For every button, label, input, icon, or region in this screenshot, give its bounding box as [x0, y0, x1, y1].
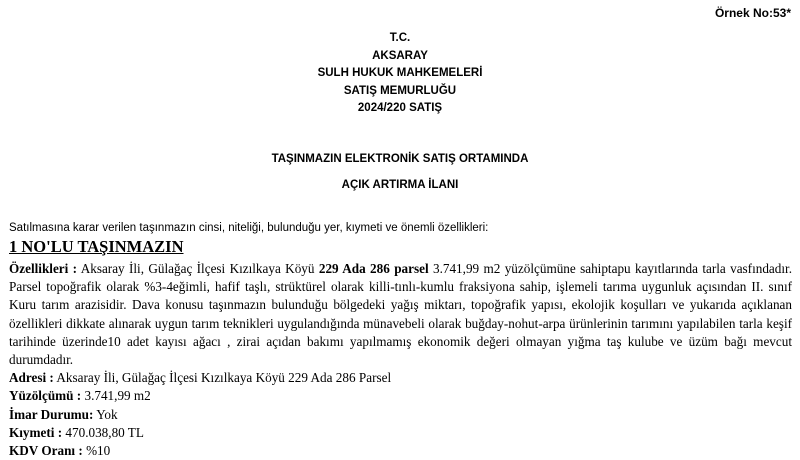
section-title: 1 NO'LU TAŞINMAZIN — [9, 237, 184, 256]
field-label: KDV Oranı : — [9, 443, 83, 459]
header-line-office: SATIŞ MEMURLUĞU — [343, 84, 457, 97]
features-label: Özellikleri : — [9, 261, 78, 276]
field-value: Yok — [93, 406, 118, 422]
intro-text: Satılmasına karar verilen taşınmazın cinsi, niteliği, bulunduğu yer, kıymeti ve önemli özellikleri: — [9, 222, 489, 234]
field-value: 470.038,80 TL — [62, 424, 144, 440]
field-zoning — [9, 406, 792, 424]
features-text-2: 3.741,99 m2 yüzölçümüne sahiptapu kayıtlarında tarla vasfındadır. Parsel topoğrafik olarak %3-4eğimli, hafif taşlı, strüktürel olarak killi-tınlı-kumlu fraksiyona sahip, işlemeli tarıma uygunluk açısından II. sınıf Kuru tarım arazisidir. Dava konusu taşınmazın bulunduğu bölgedeki yağış miktarı, topoğrafik yapısı, ekolojik koşulları ve yukarıda açıklanan özellikleri dikkate alınarak uygun tarım teknikleri uygulandığında münavebeli olarak buğday-nohut-arpa ürünlerinin tarımını yapılabilen tarla keşif tarihinde üzerinde10 adet kayısı ağacı , zirai açıdan bakımı yapılmamış ekonomik değeri olmayan yığma taş kulube ve üzüm bağı mevcut durumdadır. — [9, 261, 792, 368]
field-label: Kıymeti : — [9, 424, 63, 440]
announcement-subtitle: AÇIK ARTIRMA İLANI — [341, 179, 459, 191]
features-text-1: Aksaray İli, Gülağaç İlçesi Kızılkaya Köyü — [77, 261, 319, 276]
court-header — [0, 30, 800, 118]
header-line-state: T.C. — [389, 32, 411, 44]
field-value-amount — [9, 424, 792, 442]
field-value: 3.741,99 m2 — [81, 388, 151, 404]
header-line-city: AKSARAY — [372, 49, 428, 62]
features-paragraph — [9, 260, 792, 369]
field-value: %10 — [82, 443, 111, 459]
announcement-title: TAŞINMAZIN ELEKTRONİK SATIŞ ORTAMINDA — [271, 153, 529, 165]
sample-number: Örnek No:53* — [714, 6, 791, 20]
features-parcel: 229 Ada 286 parsel — [318, 261, 429, 276]
field-label: Yüzölçümü : — [9, 388, 82, 404]
field-value: Aksaray İli, Gülağaç İlçesi Kızılkaya Köyü 229 Ada 286 Parsel — [53, 370, 392, 386]
field-vat-rate — [9, 442, 792, 460]
field-label: İmar Durumu: — [9, 406, 94, 422]
field-label: Adresi : — [9, 370, 54, 386]
header-line-case-no: 2024/220 SATIŞ — [357, 102, 443, 114]
property-details — [9, 260, 792, 460]
field-address — [9, 369, 792, 387]
field-area — [9, 387, 792, 405]
header-line-court: SULH HUKUK MAHKEMELERİ — [317, 67, 483, 79]
